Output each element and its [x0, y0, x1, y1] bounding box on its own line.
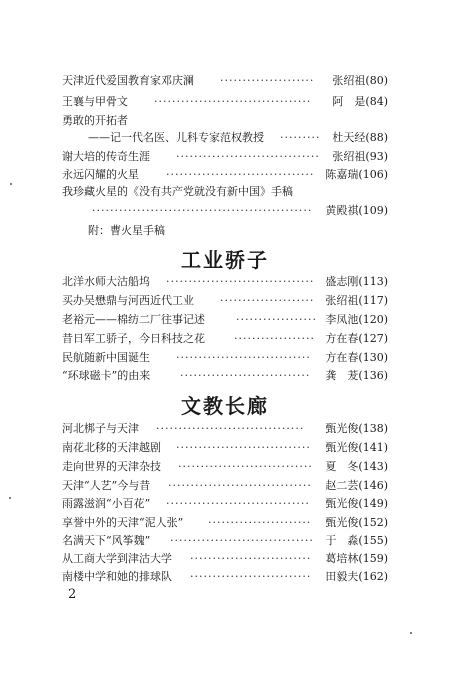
toc-entry-title: 享誉中外的天津“泥人张” — [62, 516, 184, 529]
toc-entry-author: 方在春(127) — [325, 332, 388, 345]
leader-dots: ··································· — [154, 95, 312, 108]
leader-dots: ··························· — [190, 570, 312, 583]
scan-speck — [410, 632, 412, 634]
toc-entry-author: 于 淼(155) — [325, 534, 388, 547]
toc-entry — [62, 183, 388, 201]
toc-entry — [62, 514, 388, 532]
toc-entry-author: 龚 茇(136) — [325, 369, 388, 382]
toc-entry — [62, 129, 388, 147]
leader-dots: ····················· — [220, 294, 315, 307]
page-number: 2 — [68, 587, 77, 602]
toc-entry — [62, 439, 388, 457]
toc-entry-author: 甄光俊(149) — [325, 497, 388, 510]
toc-entry-author: 甄光俊(138) — [325, 422, 388, 435]
leader-dots: ································· — [156, 422, 305, 435]
toc-entry — [62, 112, 388, 130]
leader-dots: ································· — [166, 168, 315, 181]
leader-dots: ······························ — [178, 460, 313, 473]
toc-entry-title: 南花北移的天津越剧 — [62, 441, 161, 454]
toc-entry — [62, 311, 388, 329]
toc-entry-author: 杜天经(88) — [332, 131, 388, 144]
toc-entry-title: 昔日军工骄子，今日科技之花 — [62, 332, 205, 345]
toc-entry-title: 河北梆子与天津 — [62, 422, 139, 435]
toc-entry-title: 买办吴懋鼎与河西近代工业 — [62, 294, 194, 307]
leader-dots: ····················· — [220, 74, 315, 87]
leader-dots: ······················· — [208, 516, 312, 529]
leader-dots: ································ — [170, 534, 314, 547]
appendix-note: 附：曹火星手稿 — [88, 224, 165, 237]
toc-entry-title: 永远闪耀的火星 — [62, 168, 139, 181]
toc-entry — [62, 568, 388, 586]
toc-entry-title: 王襄与甲骨文 — [62, 95, 128, 108]
toc-entry-title: 天津“人艺”今与昔 — [62, 479, 151, 492]
toc-entry — [62, 330, 388, 348]
leader-dots: ································ — [176, 150, 320, 163]
toc-entry-author: 盛志刚(113) — [325, 275, 388, 288]
leader-dots: ····························· — [180, 369, 311, 382]
toc-entry-author: 甄光俊(141) — [325, 441, 388, 454]
toc-entry — [62, 349, 388, 367]
toc-entry — [62, 477, 388, 495]
leader-dots: ········· — [280, 131, 321, 144]
toc-entry — [62, 458, 388, 476]
toc-entry-title: 雨露滋润“小百花” — [62, 497, 151, 510]
toc-entry — [62, 166, 388, 184]
toc-entry — [62, 367, 388, 385]
section-heading: 文教长廊 — [181, 394, 269, 418]
leader-dots: ·················· — [236, 313, 317, 326]
leader-dots: ················································· — [92, 204, 313, 217]
toc-entry-title: 从工商大学到津沽大学 — [62, 552, 172, 565]
toc-entry — [62, 72, 388, 90]
toc-entry — [62, 93, 388, 111]
toc-entry — [62, 148, 388, 166]
toc-entry — [62, 273, 388, 291]
toc-entry-title: 名满天下“风筝魏” — [62, 534, 151, 547]
toc-entry-title: 天津近代爱国教育家邓庆澜 — [62, 74, 194, 87]
toc-entry-author: 阿 是(84) — [332, 95, 388, 108]
toc-entry — [62, 292, 388, 310]
toc-entry-author: 张绍祖(93) — [332, 150, 388, 163]
leader-dots: ································ — [166, 497, 310, 510]
toc-entry-author: 张绍祖(80) — [332, 74, 388, 87]
toc-entry-title: ——记一代名医、儿科专家范权教授 — [88, 131, 264, 144]
leader-dots: ································· — [166, 275, 315, 288]
scan-speck — [10, 183, 12, 185]
toc-entry-title: 北洋水师大沽船坞 — [62, 275, 150, 288]
scan-speck — [9, 497, 11, 499]
leader-dots: ······························ — [176, 351, 311, 364]
toc-entry-author: 赵二芸(146) — [325, 479, 388, 492]
toc-entry-author: 张绍祖(117) — [325, 294, 388, 307]
toc-entry — [62, 202, 388, 220]
toc-entry-author: 田毅夫(162) — [325, 570, 388, 583]
toc-entry-author: 甄光俊(152) — [325, 516, 388, 529]
toc-entry — [62, 532, 388, 550]
section-heading: 工业骄子 — [181, 248, 269, 272]
leader-dots: ································ — [168, 479, 312, 492]
toc-entry-author: 夏 冬(143) — [325, 460, 388, 473]
toc-entry-title: 老裕元——棉纺二厂往事记述 — [62, 313, 205, 326]
toc-entry-author: 黄殿祺(109) — [325, 204, 388, 217]
toc-entry-author: 方在春(130) — [325, 351, 388, 364]
toc-entry-title: 南楼中学和她的排球队 — [62, 570, 172, 583]
toc-entry — [62, 420, 388, 438]
toc-entry-author: 陈嘉瑞(106) — [325, 168, 388, 181]
toc-entry-title: 走向世界的天津杂技 — [62, 460, 161, 473]
toc-entry-author: 李凤池(120) — [325, 313, 388, 326]
toc-entry — [62, 495, 388, 513]
leader-dots: ··························· — [190, 552, 312, 565]
toc-entry-title: 我珍藏火星的《没有共产党就没有新中国》手稿 — [62, 185, 293, 198]
toc-entry-title: “环球磁卡”的由来 — [62, 369, 151, 382]
leader-dots: ·················· — [234, 332, 315, 345]
toc-entry-title: 谢大培的传奇生涯 — [62, 150, 150, 163]
leader-dots: ······························ — [176, 441, 311, 454]
toc-entry-title: 勇敢的开拓者 — [62, 114, 128, 127]
toc-entry-title: 民航随新中国诞生 — [62, 351, 150, 364]
toc-entry — [62, 550, 388, 568]
toc-entry-author: 葛培林(159) — [325, 552, 388, 565]
